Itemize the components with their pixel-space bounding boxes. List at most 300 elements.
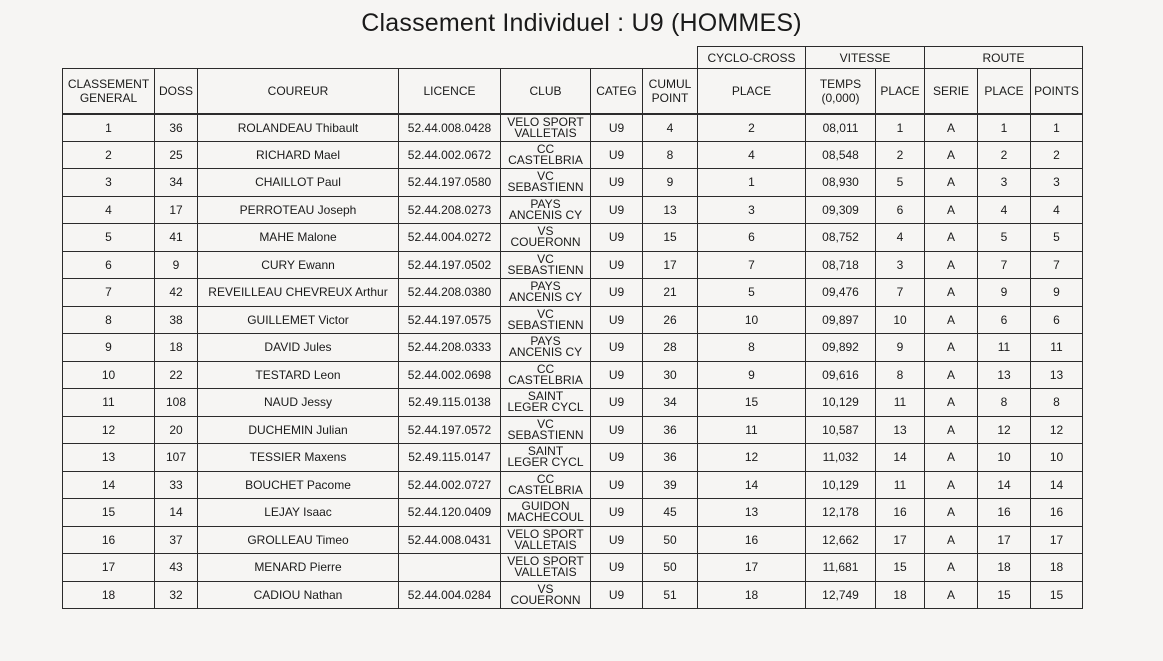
cell-temps: 09,309 <box>806 196 876 224</box>
cell-categ: U9 <box>591 499 643 527</box>
col-header-doss: DOSS <box>155 69 198 114</box>
cell-coureur: TESSIER Maxens <box>198 444 399 472</box>
cell-rank: 5 <box>63 224 155 252</box>
cell-vitesse-place: 10 <box>876 306 925 334</box>
cell-doss: 37 <box>155 526 198 554</box>
cell-serie: A <box>925 471 978 499</box>
cell-vitesse-place: 18 <box>876 581 925 609</box>
col-header-classement-line1: CLASSEMENT <box>67 76 150 91</box>
cell-club-line1: CC <box>536 141 555 156</box>
cell-categ: U9 <box>591 389 643 417</box>
cell-route-place: 15 <box>978 581 1031 609</box>
cell-club-line2: LEGER CYCL <box>507 400 584 415</box>
cell-club-line2: ANCENIS CY <box>508 207 583 222</box>
cell-cumul: 15 <box>643 224 698 252</box>
table-row <box>63 196 1083 224</box>
col-header-cyclo-cross-place: PLACE <box>698 69 806 114</box>
cell-categ: U9 <box>591 224 643 252</box>
table-row <box>63 471 1083 499</box>
cell-points: 18 <box>1031 554 1083 582</box>
cell-rank: 4 <box>63 196 155 224</box>
cell-club <box>501 306 591 334</box>
table-row <box>63 114 1083 142</box>
table-row <box>63 279 1083 307</box>
cell-route-place: 6 <box>978 306 1031 334</box>
cell-vitesse-place: 9 <box>876 334 925 362</box>
cell-club-line2: SEBASTIENN <box>507 317 584 332</box>
ranking-table <box>62 46 1083 609</box>
cell-vitesse-place: 11 <box>876 389 925 417</box>
cell-club <box>501 471 591 499</box>
cell-club-line1: VS <box>537 224 554 239</box>
cell-rank: 9 <box>63 334 155 362</box>
cell-club-line2: LEGER CYCL <box>507 455 584 470</box>
cell-categ: U9 <box>591 334 643 362</box>
cell-coureur: REVEILLEAU CHEVREUX Arthur <box>198 279 399 307</box>
cell-cumul: 4 <box>643 114 698 142</box>
cell-doss: 9 <box>155 251 198 279</box>
cell-points: 5 <box>1031 224 1083 252</box>
cell-club-line1: SAINT <box>527 389 564 404</box>
cell-vitesse-place: 6 <box>876 196 925 224</box>
cell-cyclo-cross-place: 9 <box>698 361 806 389</box>
cell-route-place: 13 <box>978 361 1031 389</box>
cell-categ: U9 <box>591 251 643 279</box>
cell-doss: 20 <box>155 416 198 444</box>
cell-temps: 12,178 <box>806 499 876 527</box>
cell-categ: U9 <box>591 526 643 554</box>
col-header-vitesse-place: PLACE <box>876 69 925 114</box>
cell-coureur: DAVID Jules <box>198 334 399 362</box>
cell-cyclo-cross-place: 12 <box>698 444 806 472</box>
cell-points: 11 <box>1031 334 1083 362</box>
cell-club <box>501 169 591 197</box>
cell-club-line1: VC <box>537 251 554 266</box>
cell-doss: 38 <box>155 306 198 334</box>
cell-coureur: BOUCHET Pacome <box>198 471 399 499</box>
cell-cyclo-cross-place: 1 <box>698 169 806 197</box>
cell-serie: A <box>925 581 978 609</box>
cell-cumul: 51 <box>643 581 698 609</box>
cell-coureur: GUILLEMET Victor <box>198 306 399 334</box>
group-header-route: ROUTE <box>925 47 1083 69</box>
cell-temps: 10,129 <box>806 471 876 499</box>
cell-vitesse-place: 4 <box>876 224 925 252</box>
cell-coureur: CHAILLOT Paul <box>198 169 399 197</box>
cell-licence: 52.44.208.0273 <box>399 196 501 224</box>
cell-coureur: RICHARD Mael <box>198 141 399 169</box>
col-header-cumul <box>643 69 698 114</box>
table-row <box>63 141 1083 169</box>
cell-serie: A <box>925 334 978 362</box>
cell-licence: 52.44.002.0672 <box>399 141 501 169</box>
cell-club <box>501 251 591 279</box>
cell-licence: 52.44.208.0380 <box>399 279 501 307</box>
cell-doss: 36 <box>155 114 198 142</box>
cell-categ: U9 <box>591 196 643 224</box>
cell-route-place: 10 <box>978 444 1031 472</box>
cell-licence: 52.44.197.0502 <box>399 251 501 279</box>
cell-club-line2: ANCENIS CY <box>508 290 583 305</box>
cell-serie: A <box>925 499 978 527</box>
cell-coureur: TESTARD Leon <box>198 361 399 389</box>
cell-licence: 52.44.008.0428 <box>399 114 501 142</box>
cell-points: 9 <box>1031 279 1083 307</box>
cell-cumul: 9 <box>643 169 698 197</box>
cell-doss: 42 <box>155 279 198 307</box>
cell-serie: A <box>925 389 978 417</box>
cell-club-line2: VALLETAIS <box>514 125 577 140</box>
cell-club-line2: ANCENIS CY <box>508 345 583 360</box>
cell-club <box>501 361 591 389</box>
table-row <box>63 169 1083 197</box>
cell-points: 10 <box>1031 444 1083 472</box>
cell-coureur: NAUD Jessy <box>198 389 399 417</box>
cell-vitesse-place: 2 <box>876 141 925 169</box>
cell-club-line1: PAYS <box>530 334 561 349</box>
cell-licence: 52.44.002.0698 <box>399 361 501 389</box>
cell-club-line1: VELO SPORT <box>507 114 584 129</box>
col-header-classement <box>63 69 155 114</box>
cell-vitesse-place: 17 <box>876 526 925 554</box>
cell-club-line2: VALLETAIS <box>514 565 577 580</box>
cell-categ: U9 <box>591 361 643 389</box>
cell-club-line1: PAYS <box>530 279 561 294</box>
cell-rank: 12 <box>63 416 155 444</box>
cell-licence: 52.44.002.0727 <box>399 471 501 499</box>
cell-serie: A <box>925 251 978 279</box>
cell-points: 15 <box>1031 581 1083 609</box>
cell-temps: 11,032 <box>806 444 876 472</box>
table-row <box>63 251 1083 279</box>
cell-doss: 18 <box>155 334 198 362</box>
cell-vitesse-place: 8 <box>876 361 925 389</box>
cell-rank: 15 <box>63 499 155 527</box>
cell-club-line2: SEBASTIENN <box>507 180 584 195</box>
group-header-row <box>63 47 1083 69</box>
cell-club-line2: SEBASTIENN <box>507 427 584 442</box>
group-header-cyclo-cross: CYCLO-CROSS <box>698 47 806 69</box>
cell-rank: 14 <box>63 471 155 499</box>
cell-club-line1: VS <box>537 581 554 596</box>
cell-points: 13 <box>1031 361 1083 389</box>
cell-serie: A <box>925 141 978 169</box>
table-row <box>63 581 1083 609</box>
table-row <box>63 554 1083 582</box>
cell-coureur: CADIOU Nathan <box>198 581 399 609</box>
cell-club-line1: CC <box>536 361 555 376</box>
cell-club <box>501 581 591 609</box>
cell-doss: 41 <box>155 224 198 252</box>
cell-club-line2: CASTELBRIA <box>508 482 583 497</box>
cell-points: 16 <box>1031 499 1083 527</box>
cell-vitesse-place: 15 <box>876 554 925 582</box>
cell-serie: A <box>925 196 978 224</box>
cell-cyclo-cross-place: 2 <box>698 114 806 142</box>
cell-cumul: 21 <box>643 279 698 307</box>
cell-club-line1: VC <box>537 416 554 431</box>
cell-cumul: 8 <box>643 141 698 169</box>
cell-club-line2: COUERONN <box>510 592 581 607</box>
cell-cumul: 36 <box>643 444 698 472</box>
cell-cumul: 30 <box>643 361 698 389</box>
col-header-cumul-line2: POINT <box>651 90 689 105</box>
cell-doss: 43 <box>155 554 198 582</box>
cell-serie: A <box>925 114 978 142</box>
cell-serie: A <box>925 526 978 554</box>
cell-route-place: 8 <box>978 389 1031 417</box>
cell-coureur: PERROTEAU Joseph <box>198 196 399 224</box>
cell-club-line2: VALLETAIS <box>514 537 577 552</box>
cell-cyclo-cross-place: 7 <box>698 251 806 279</box>
cell-points: 7 <box>1031 251 1083 279</box>
cell-points: 8 <box>1031 389 1083 417</box>
cell-club <box>501 554 591 582</box>
cell-licence: 52.49.115.0147 <box>399 444 501 472</box>
cell-temps: 09,897 <box>806 306 876 334</box>
cell-club <box>501 444 591 472</box>
column-header-row <box>63 69 1083 114</box>
cell-coureur: GROLLEAU Timeo <box>198 526 399 554</box>
cell-club <box>501 416 591 444</box>
cell-temps: 08,011 <box>806 114 876 142</box>
cell-club-line2: COUERONN <box>510 235 581 250</box>
col-header-coureur: COUREUR <box>198 69 399 114</box>
col-header-classement-line2: GENERAL <box>79 90 138 105</box>
cell-route-place: 14 <box>978 471 1031 499</box>
cell-route-place: 11 <box>978 334 1031 362</box>
cell-doss: 107 <box>155 444 198 472</box>
cell-categ: U9 <box>591 306 643 334</box>
cell-club <box>501 499 591 527</box>
cell-rank: 6 <box>63 251 155 279</box>
cell-coureur: DUCHEMIN Julian <box>198 416 399 444</box>
cell-serie: A <box>925 416 978 444</box>
cell-temps: 10,587 <box>806 416 876 444</box>
cell-doss: 33 <box>155 471 198 499</box>
cell-club-line2: MACHECOUL <box>507 510 584 525</box>
cell-club-line1: VELO SPORT <box>507 554 584 569</box>
cell-licence: 52.44.208.0333 <box>399 334 501 362</box>
cell-doss: 22 <box>155 361 198 389</box>
cell-serie: A <box>925 361 978 389</box>
cell-categ: U9 <box>591 114 643 142</box>
cell-club-line1: VC <box>537 169 554 184</box>
cell-route-place: 9 <box>978 279 1031 307</box>
cell-temps: 08,752 <box>806 224 876 252</box>
cell-club-line1: VC <box>537 306 554 321</box>
cell-cumul: 34 <box>643 389 698 417</box>
cell-doss: 14 <box>155 499 198 527</box>
cell-route-place: 7 <box>978 251 1031 279</box>
col-header-temps-line1: TEMPS <box>819 76 862 91</box>
cell-cyclo-cross-place: 15 <box>698 389 806 417</box>
cell-licence: 52.44.197.0575 <box>399 306 501 334</box>
cell-categ: U9 <box>591 581 643 609</box>
cell-vitesse-place: 11 <box>876 471 925 499</box>
cell-route-place: 16 <box>978 499 1031 527</box>
cell-cumul: 50 <box>643 554 698 582</box>
cell-route-place: 4 <box>978 196 1031 224</box>
cell-cumul: 36 <box>643 416 698 444</box>
cell-club-line1: VELO SPORT <box>507 526 584 541</box>
cell-rank: 2 <box>63 141 155 169</box>
cell-coureur: MENARD Pierre <box>198 554 399 582</box>
cell-points: 1 <box>1031 114 1083 142</box>
col-header-temps-line2: (0,000) <box>821 90 860 105</box>
cell-club <box>501 196 591 224</box>
cell-cumul: 17 <box>643 251 698 279</box>
cell-cumul: 26 <box>643 306 698 334</box>
cell-cumul: 39 <box>643 471 698 499</box>
cell-route-place: 3 <box>978 169 1031 197</box>
cell-rank: 13 <box>63 444 155 472</box>
cell-licence: 52.44.004.0284 <box>399 581 501 609</box>
cell-coureur: CURY Ewann <box>198 251 399 279</box>
cell-rank: 7 <box>63 279 155 307</box>
cell-vitesse-place: 16 <box>876 499 925 527</box>
cell-cyclo-cross-place: 13 <box>698 499 806 527</box>
cell-rank: 1 <box>63 114 155 142</box>
cell-categ: U9 <box>591 279 643 307</box>
col-header-cumul-line1: CUMUL <box>648 76 692 91</box>
cell-club <box>501 389 591 417</box>
cell-vitesse-place: 14 <box>876 444 925 472</box>
col-header-serie: SERIE <box>925 69 978 114</box>
cell-coureur: ROLANDEAU Thibault <box>198 114 399 142</box>
cell-rank: 11 <box>63 389 155 417</box>
cell-points: 6 <box>1031 306 1083 334</box>
cell-cyclo-cross-place: 16 <box>698 526 806 554</box>
table-row <box>63 526 1083 554</box>
cell-cyclo-cross-place: 5 <box>698 279 806 307</box>
cell-temps: 09,476 <box>806 279 876 307</box>
cell-rank: 10 <box>63 361 155 389</box>
cell-doss: 32 <box>155 581 198 609</box>
table-row <box>63 444 1083 472</box>
col-header-club: CLUB <box>501 69 591 114</box>
cell-cumul: 50 <box>643 526 698 554</box>
cell-rank: 3 <box>63 169 155 197</box>
cell-route-place: 18 <box>978 554 1031 582</box>
cell-categ: U9 <box>591 416 643 444</box>
cell-cyclo-cross-place: 4 <box>698 141 806 169</box>
cell-cumul: 45 <box>643 499 698 527</box>
cell-points: 12 <box>1031 416 1083 444</box>
cell-temps: 12,662 <box>806 526 876 554</box>
cell-serie: A <box>925 554 978 582</box>
cell-temps: 10,129 <box>806 389 876 417</box>
table-row <box>63 224 1083 252</box>
cell-categ: U9 <box>591 471 643 499</box>
cell-route-place: 1 <box>978 114 1031 142</box>
cell-vitesse-place: 1 <box>876 114 925 142</box>
cell-temps: 12,749 <box>806 581 876 609</box>
cell-points: 17 <box>1031 526 1083 554</box>
table-row <box>63 416 1083 444</box>
cell-doss: 108 <box>155 389 198 417</box>
cell-club <box>501 114 591 142</box>
cell-temps: 09,616 <box>806 361 876 389</box>
table-row <box>63 499 1083 527</box>
col-header-licence: LICENCE <box>399 69 501 114</box>
cell-club-line1: GUIDON <box>521 499 570 514</box>
cell-route-place: 12 <box>978 416 1031 444</box>
cell-cyclo-cross-place: 18 <box>698 581 806 609</box>
table-body <box>63 114 1083 609</box>
cell-route-place: 17 <box>978 526 1031 554</box>
col-header-route-place: PLACE <box>978 69 1031 114</box>
col-header-temps <box>806 69 876 114</box>
table-row <box>63 306 1083 334</box>
cell-doss: 17 <box>155 196 198 224</box>
cell-licence <box>399 554 501 582</box>
cell-points: 14 <box>1031 471 1083 499</box>
cell-club-line2: CASTELBRIA <box>508 372 583 387</box>
cell-club-line2: CASTELBRIA <box>508 152 583 167</box>
cell-cyclo-cross-place: 14 <box>698 471 806 499</box>
cell-club-line1: PAYS <box>530 196 561 211</box>
cell-serie: A <box>925 224 978 252</box>
cell-cyclo-cross-place: 17 <box>698 554 806 582</box>
cell-licence: 52.44.008.0431 <box>399 526 501 554</box>
cell-rank: 17 <box>63 554 155 582</box>
cell-categ: U9 <box>591 554 643 582</box>
cell-licence: 52.44.004.0272 <box>399 224 501 252</box>
cell-serie: A <box>925 444 978 472</box>
page-title: Classement Individuel : U9 (HOMMES) <box>361 9 802 37</box>
cell-club <box>501 526 591 554</box>
cell-categ: U9 <box>591 169 643 197</box>
cell-vitesse-place: 13 <box>876 416 925 444</box>
col-header-points: POINTS <box>1031 69 1083 114</box>
cell-club-line1: SAINT <box>527 444 564 459</box>
cell-route-place: 2 <box>978 141 1031 169</box>
cell-coureur: MAHE Malone <box>198 224 399 252</box>
cell-categ: U9 <box>591 444 643 472</box>
cell-cyclo-cross-place: 8 <box>698 334 806 362</box>
cell-categ: U9 <box>591 141 643 169</box>
cell-cyclo-cross-place: 6 <box>698 224 806 252</box>
cell-serie: A <box>925 306 978 334</box>
cell-points: 4 <box>1031 196 1083 224</box>
table-row <box>63 389 1083 417</box>
cell-doss: 34 <box>155 169 198 197</box>
cell-temps: 08,718 <box>806 251 876 279</box>
cell-club <box>501 141 591 169</box>
table-row <box>63 361 1083 389</box>
cell-points: 3 <box>1031 169 1083 197</box>
cell-temps: 08,930 <box>806 169 876 197</box>
cell-cyclo-cross-place: 11 <box>698 416 806 444</box>
cell-route-place: 5 <box>978 224 1031 252</box>
cell-club <box>501 279 591 307</box>
cell-temps: 11,681 <box>806 554 876 582</box>
cell-cumul: 13 <box>643 196 698 224</box>
cell-serie: A <box>925 169 978 197</box>
cell-vitesse-place: 5 <box>876 169 925 197</box>
cell-rank: 8 <box>63 306 155 334</box>
cell-licence: 52.44.197.0580 <box>399 169 501 197</box>
col-header-categ: CATEG <box>591 69 643 114</box>
cell-serie: A <box>925 279 978 307</box>
cell-vitesse-place: 7 <box>876 279 925 307</box>
group-header-vitesse: VITESSE <box>806 47 925 69</box>
cell-doss: 25 <box>155 141 198 169</box>
cell-cyclo-cross-place: 10 <box>698 306 806 334</box>
cell-licence: 52.49.115.0138 <box>399 389 501 417</box>
cell-rank: 18 <box>63 581 155 609</box>
